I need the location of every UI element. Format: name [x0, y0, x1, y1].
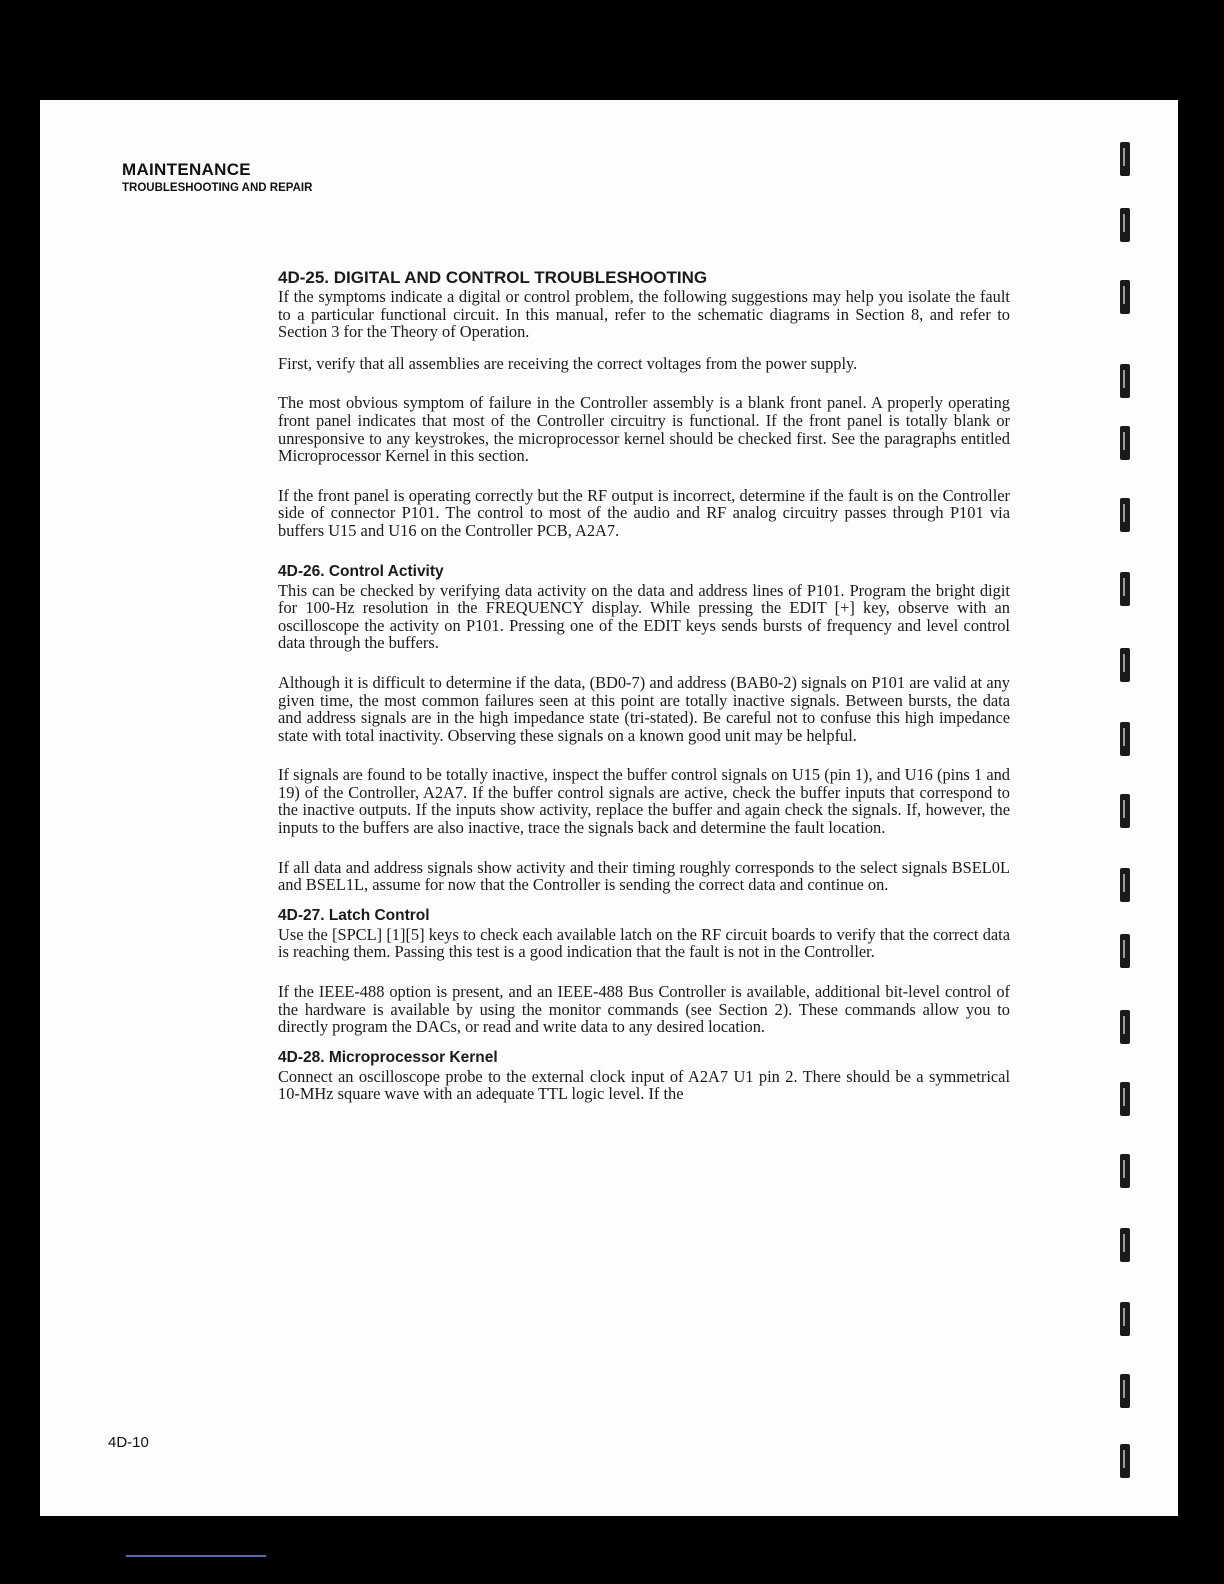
- binder-tab-strip: [1120, 142, 1140, 1502]
- binder-tab-mark: [1120, 1302, 1130, 1336]
- running-header: [122, 160, 312, 194]
- paragraph: The most obvious symptom of failure in the Controller assembly is a blank front panel. A properly operating front panel indicates that most of the Controller circuitry is functional. If the front panel is totally blank or unresponsive to any keystrokes, the microprocessor kernel should be checked first. See the paragraphs entitled Microprocessor Kernel in this section.: [278, 393, 1010, 466]
- paragraph: Connect an oscilloscope probe to the external clock input of A2A7 U1 pin 2. There should be a symmetrical 10-MHz square wave with an adequate TTL logic level. If the: [278, 1066, 1010, 1104]
- body-text: [278, 268, 1010, 1117]
- paragraph: If the IEEE-488 option is present, and an IEEE-488 Bus Controller is available, additional bit-level control of the hardware is available by using the monitor commands (see Section 2). These commands allow you to directly program the DACs, or read and write data to any desired location.: [278, 982, 1010, 1037]
- binder-tab-mark: [1120, 934, 1130, 968]
- header-section: MAINTENANCE: [122, 160, 251, 179]
- binder-tab-mark: [1120, 1010, 1130, 1044]
- heading-4d-26: 4D-26. Control Activity: [278, 562, 444, 580]
- binder-tab-mark: [1120, 794, 1130, 828]
- header-subsection: TROUBLESHOOTING AND REPAIR: [122, 182, 313, 194]
- page-number: 4D-10: [108, 1434, 149, 1451]
- paragraph: This can be checked by verifying data activity on the data and address lines of P101. Program the bright digit for 100-Hz resolution in the FREQUENCY display. While pressing the EDIT [+] key, observe with an oscilloscope the activity on P101. Pressing one of the EDIT keys sends bursts of frequency and level control data through the buffers.: [278, 580, 1010, 653]
- paragraph: If signals are found to be totally inactive, inspect the buffer control signals on U15 (pin 1), and U16 (pins 1 and 19) of the Controller, A2A7. If the buffer control signals are active, check the buffer inputs that correspond to the inactive outputs. If the inputs show activity, replace the buffer and again check the signals. If, however, the inputs to the buffers are also inactive, trace the signals back and determine the fault location.: [278, 765, 1010, 838]
- binder-tab-mark: [1120, 1374, 1130, 1408]
- binder-tab-mark: [1120, 648, 1130, 682]
- heading-4d-27: 4D-27. Latch Control: [278, 906, 430, 924]
- binder-tab-mark: [1120, 1228, 1130, 1262]
- document-page: [40, 100, 1178, 1516]
- binder-tab-mark: [1120, 498, 1130, 532]
- scan-edge-mark: [126, 1555, 266, 1557]
- binder-tab-mark: [1120, 364, 1130, 398]
- heading-4d-28: 4D-28. Microprocessor Kernel: [278, 1048, 498, 1066]
- paragraph: Use the [SPCL] [1][5] keys to check each available latch on the RF circuit boards to verify that the correct data is reaching them. Passing this test is a good indication that the fault is not in the Controller.: [278, 924, 1010, 962]
- paragraph: Although it is difficult to determine if the data, (BD0-7) and address (BAB0-2) signals on P101 are valid at any given time, the most common failures seen at this point are totally inactive signals. Between bursts, the data and address signals are in the high impedance state (tri-stated). Be careful not to confuse this high impedance state with total inactivity. Observing these signals on a known good unit may be helpful.: [278, 672, 1010, 745]
- binder-tab-mark: [1120, 1082, 1130, 1116]
- binder-tab-mark: [1120, 1154, 1130, 1188]
- binder-tab-mark: [1120, 142, 1130, 176]
- paragraph: If the front panel is operating correctly but the RF output is incorrect, determine if the fault is on the Controller side of connector P101. The control to most of the audio and RF analog circuitry passes through P101 via buffers U15 and U16 on the Controller PCB, A2A7.: [278, 485, 1010, 540]
- binder-tab-mark: [1120, 426, 1130, 460]
- binder-tab-mark: [1120, 722, 1130, 756]
- binder-tab-mark: [1120, 572, 1130, 606]
- binder-tab-mark: [1120, 280, 1130, 314]
- heading-4d-25: 4D-25. DIGITAL AND CONTROL TROUBLESHOOTING: [278, 268, 708, 287]
- paragraph: If all data and address signals show activity and their timing roughly corresponds to the select signals BSEL0L and BSEL1L, assume for now that the Controller is sending the correct data and continue on.: [278, 857, 1010, 895]
- paragraph: If the symptoms indicate a digital or control problem, the following suggestions may help you isolate the fault to a particular functional circuit. In this manual, refer to the schematic diagrams in Section 8, and refer to Section 3 for the Theory of Operation.: [278, 287, 1010, 342]
- binder-tab-mark: [1120, 1444, 1130, 1478]
- binder-tab-mark: [1120, 208, 1130, 242]
- paragraph: First, verify that all assemblies are receiving the correct voltages from the power supply.: [278, 353, 858, 373]
- binder-tab-mark: [1120, 868, 1130, 902]
